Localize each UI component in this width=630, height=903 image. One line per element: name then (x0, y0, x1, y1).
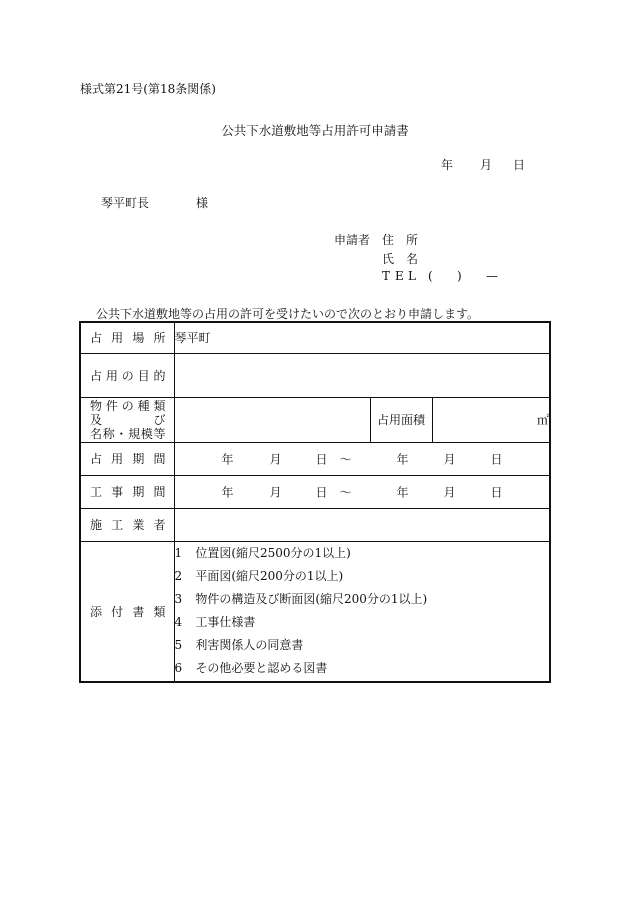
attachment-text: 位置図(縮尺2500分の1以上) (195, 545, 351, 560)
name-label-char1: 氏 (382, 252, 395, 266)
tel-open-paren: ( (428, 269, 433, 283)
purpose-label (80, 353, 174, 397)
attachment-text: その他必要と認める図書 (195, 660, 328, 675)
row-purpose (80, 353, 550, 397)
label-char: び (153, 412, 166, 427)
tel-dash: — (486, 269, 498, 283)
attachment-item (175, 634, 550, 657)
period-start-month: 月 (269, 452, 282, 466)
contractor-field[interactable] (174, 508, 550, 541)
period-end-day: 日 (490, 485, 503, 499)
work-period-label (80, 475, 174, 508)
label-char: 件 (105, 398, 118, 413)
occupancy-period-label (80, 442, 174, 475)
attachment-item (175, 657, 550, 680)
label-char: 期 (132, 452, 145, 466)
work-period-field[interactable] (174, 475, 550, 508)
label-char: 工 (111, 518, 124, 532)
attachments-list (174, 541, 550, 682)
label-char: 名 (90, 426, 103, 441)
intro-text: 公共下水道敷地等の占用の許可を受けたいので次のとおり申請します。 (96, 307, 480, 321)
object-label (80, 397, 174, 442)
contractor-label (80, 508, 174, 541)
row-occupancy-period (80, 442, 550, 475)
area-field[interactable] (432, 397, 550, 442)
date-month-label: 月 (480, 158, 493, 172)
tel-label-char2: E (395, 269, 404, 283)
address-label-char2: 所 (406, 233, 419, 247)
tel-label-char3: L (408, 269, 416, 283)
attachment-number: 6 (174, 660, 183, 675)
label-char: 期 (132, 485, 145, 499)
attachments-label (80, 541, 174, 682)
label-char: 業 (132, 518, 145, 532)
period-tilde: 〜 (339, 485, 352, 499)
occupancy-period-field[interactable] (174, 442, 550, 475)
label-char: 占 (90, 452, 103, 466)
period-end-year: 年 (396, 485, 409, 499)
label-char: の (121, 398, 134, 413)
label-char: 占 (90, 331, 103, 346)
address-label-char1: 住 (382, 233, 395, 247)
label-char: 付 (111, 604, 124, 619)
tel-close-paren: ) (457, 269, 462, 283)
period-end-month: 月 (443, 452, 456, 466)
attachment-item (175, 588, 550, 611)
period-start-day: 日 (315, 452, 328, 466)
label-char: 類 (153, 398, 166, 413)
application-form-table (79, 321, 551, 683)
row-location (80, 322, 550, 353)
area-label: 占用面積 (370, 397, 432, 442)
addressee-name: 琴平町長 (101, 196, 150, 210)
label-char: 規 (128, 426, 141, 441)
row-work-period (80, 475, 550, 508)
label-char: 模 (140, 426, 153, 441)
label-char: の (121, 368, 134, 383)
label-char: ・ (115, 426, 128, 441)
label-char: 目 (137, 368, 150, 383)
date-day-label: 日 (513, 158, 526, 172)
attachment-number: 3 (174, 591, 183, 606)
attachment-number: 5 (174, 637, 183, 652)
label-char: 占 (90, 368, 103, 383)
label-char: 間 (153, 452, 166, 466)
label-char: 用 (111, 331, 124, 346)
label-char: 及 (90, 412, 103, 427)
label-char: 施 (90, 518, 103, 532)
attachment-text: 物件の構造及び断面図(縮尺200分の1以上) (195, 591, 428, 606)
attachment-text: 工事仕様書 (195, 614, 256, 629)
attachment-item (175, 542, 550, 565)
row-object (80, 397, 550, 442)
period-end-day: 日 (490, 452, 503, 466)
label-char: 事 (111, 485, 124, 499)
period-start-year: 年 (221, 452, 234, 466)
document-title: 公共下水道敷地等占用許可申請書 (221, 123, 409, 138)
period-start-year: 年 (221, 485, 234, 499)
location-field[interactable] (174, 322, 550, 353)
label-char: 類 (153, 604, 166, 619)
row-contractor (80, 508, 550, 541)
attachment-number: 4 (174, 614, 183, 629)
date-year-label: 年 (441, 158, 454, 172)
tel-label-char1: T (382, 269, 391, 283)
attachment-text: 平面図(縮尺200分の1以上) (195, 568, 344, 583)
label-char: 所 (153, 331, 166, 346)
attachment-text: 利害関係人の同意書 (195, 637, 304, 652)
label-char: 等 (153, 426, 166, 441)
period-start-day: 日 (315, 485, 328, 499)
area-unit: ㎡ (536, 413, 549, 427)
location-label (80, 322, 174, 353)
form-number: 様式第21号(第18条関係) (80, 82, 216, 96)
applicant-label: 申請者 (334, 233, 371, 247)
period-tilde: 〜 (339, 452, 352, 466)
label-char: 用 (111, 452, 124, 466)
label-char: 的 (153, 368, 166, 383)
label-char: 物 (90, 398, 103, 413)
attachment-number: 2 (174, 568, 183, 583)
label-char: 添 (90, 604, 103, 619)
name-label-char2: 名 (406, 252, 419, 266)
object-field[interactable] (174, 397, 370, 442)
label-char: 用 (105, 368, 118, 383)
location-value: 琴平町 (174, 331, 211, 346)
label-char: 工 (90, 485, 103, 499)
label-char: 間 (153, 485, 166, 499)
row-attachments (80, 541, 550, 682)
attachment-item (175, 565, 550, 588)
addressee-honorific: 様 (196, 196, 209, 210)
period-end-year: 年 (396, 452, 409, 466)
label-char: 称 (102, 426, 115, 441)
attachment-number: 1 (174, 545, 183, 560)
label-char: 種 (137, 398, 150, 413)
attachment-item (175, 611, 550, 634)
label-char: 者 (153, 518, 166, 532)
label-char: 書 (132, 604, 145, 619)
period-start-month: 月 (269, 485, 282, 499)
period-end-month: 月 (443, 485, 456, 499)
label-char: 場 (132, 331, 145, 346)
purpose-field[interactable] (174, 353, 550, 397)
